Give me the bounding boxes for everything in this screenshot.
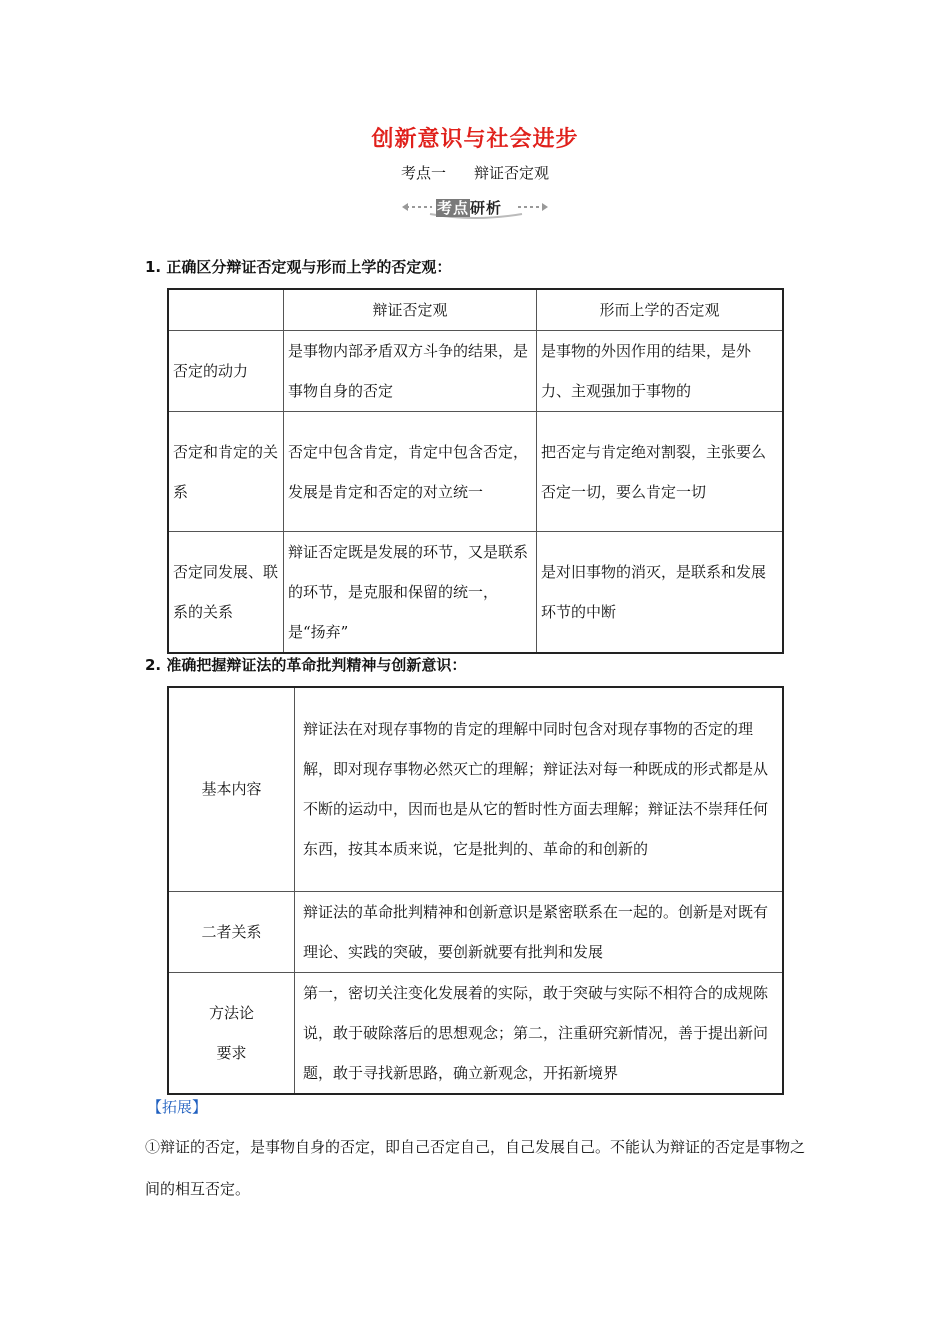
dialectic-cell: 否定中包含肯定，肯定中包含否定，发展是肯定和否定的对立统一 — [284, 412, 537, 532]
table-row — [168, 331, 783, 412]
row-label — [168, 972, 295, 1094]
section-badge — [400, 194, 550, 220]
row-label: 否定和肯定的关系 — [168, 412, 284, 532]
metaphysical-cell: 是对旧事物的消灭，是联系和发展环节的中断 — [537, 532, 784, 654]
content-cell: 辩证法的革命批判精神和创新意识是紧密联系在一起的。创新是对既有理论、实践的突破，要创新就要有批判和发展 — [295, 891, 784, 972]
extension-label: 【拓展】 — [147, 1098, 208, 1116]
metaphysical-cell: 是事物的外因作用的结果，是外力、主观强加于事物的 — [537, 331, 784, 412]
extension-text: ①辩证的否定，是事物自身的否定，即自己否定自己，自己发展自己。不能认为辩证的否定是事物之间的相互否定。 — [145, 1138, 806, 1198]
table-row — [168, 532, 783, 654]
row-label: 否定同发展、联系的关系 — [168, 532, 284, 654]
row-label: 基本内容 — [168, 687, 295, 891]
metaphysical-cell: 把否定与肯定绝对割裂，主张要么否定一切，要么肯定一切 — [537, 412, 784, 532]
negation-comparison-table — [167, 288, 784, 654]
critical-spirit-table — [167, 686, 784, 1095]
row-label-line2: 要求 — [216, 1043, 247, 1062]
table-row — [168, 972, 783, 1094]
table-row — [168, 412, 783, 532]
section1-heading: 1. 正确区分辩证否定观与形而上学的否定观： — [145, 258, 452, 276]
subtitle-topic: 辩证否定观 — [474, 164, 550, 182]
section2-heading: 2. 准确把握辩证法的革命批判精神与创新意识： — [145, 656, 467, 674]
content-cell: 第一，密切关注变化发展着的实际，敢于突破与实际不相符合的成规陈说，敢于破除落后的思想观念；第二，注重研究新情况，善于提出新问题，敢于寻找新思路，确立新观念，开拓新境界 — [295, 972, 784, 1094]
header-cell-dialectic: 辩证否定观 — [284, 289, 537, 331]
table-row — [168, 891, 783, 972]
row-label-line1: 方法论 — [208, 1003, 254, 1022]
header-cell-metaphysical: 形而上学的否定观 — [537, 289, 784, 331]
subtitle — [0, 162, 950, 183]
table-header-row — [168, 289, 783, 331]
page-title: 创新意识与社会进步 — [371, 126, 579, 152]
subtitle-point: 考点一 — [400, 164, 446, 182]
row-label: 二者关系 — [168, 891, 295, 972]
row-label: 否定的动力 — [168, 331, 284, 412]
badge-label: 考点研析 — [437, 199, 503, 217]
dialectic-cell: 辩证否定既是发展的环节，又是联系的环节，是克服和保留的统一，是“扬弃” — [284, 532, 537, 654]
table-row — [168, 687, 783, 891]
content-cell: 辩证法在对现存事物的肯定的理解中同时包含对现存事物的否定的理解，即对现存事物必然灭亡的理解；辩证法对每一种既成的形式都是从不断的运动中，因而也是从它的暂时性方面去理解；辩证法不崇拜任何东西，按其本质来说，它是批判的、革命的和创新的 — [295, 687, 784, 891]
dialectic-cell: 是事物内部矛盾双方斗争的结果，是事物自身的否定 — [284, 331, 537, 412]
header-cell-empty — [168, 289, 284, 331]
